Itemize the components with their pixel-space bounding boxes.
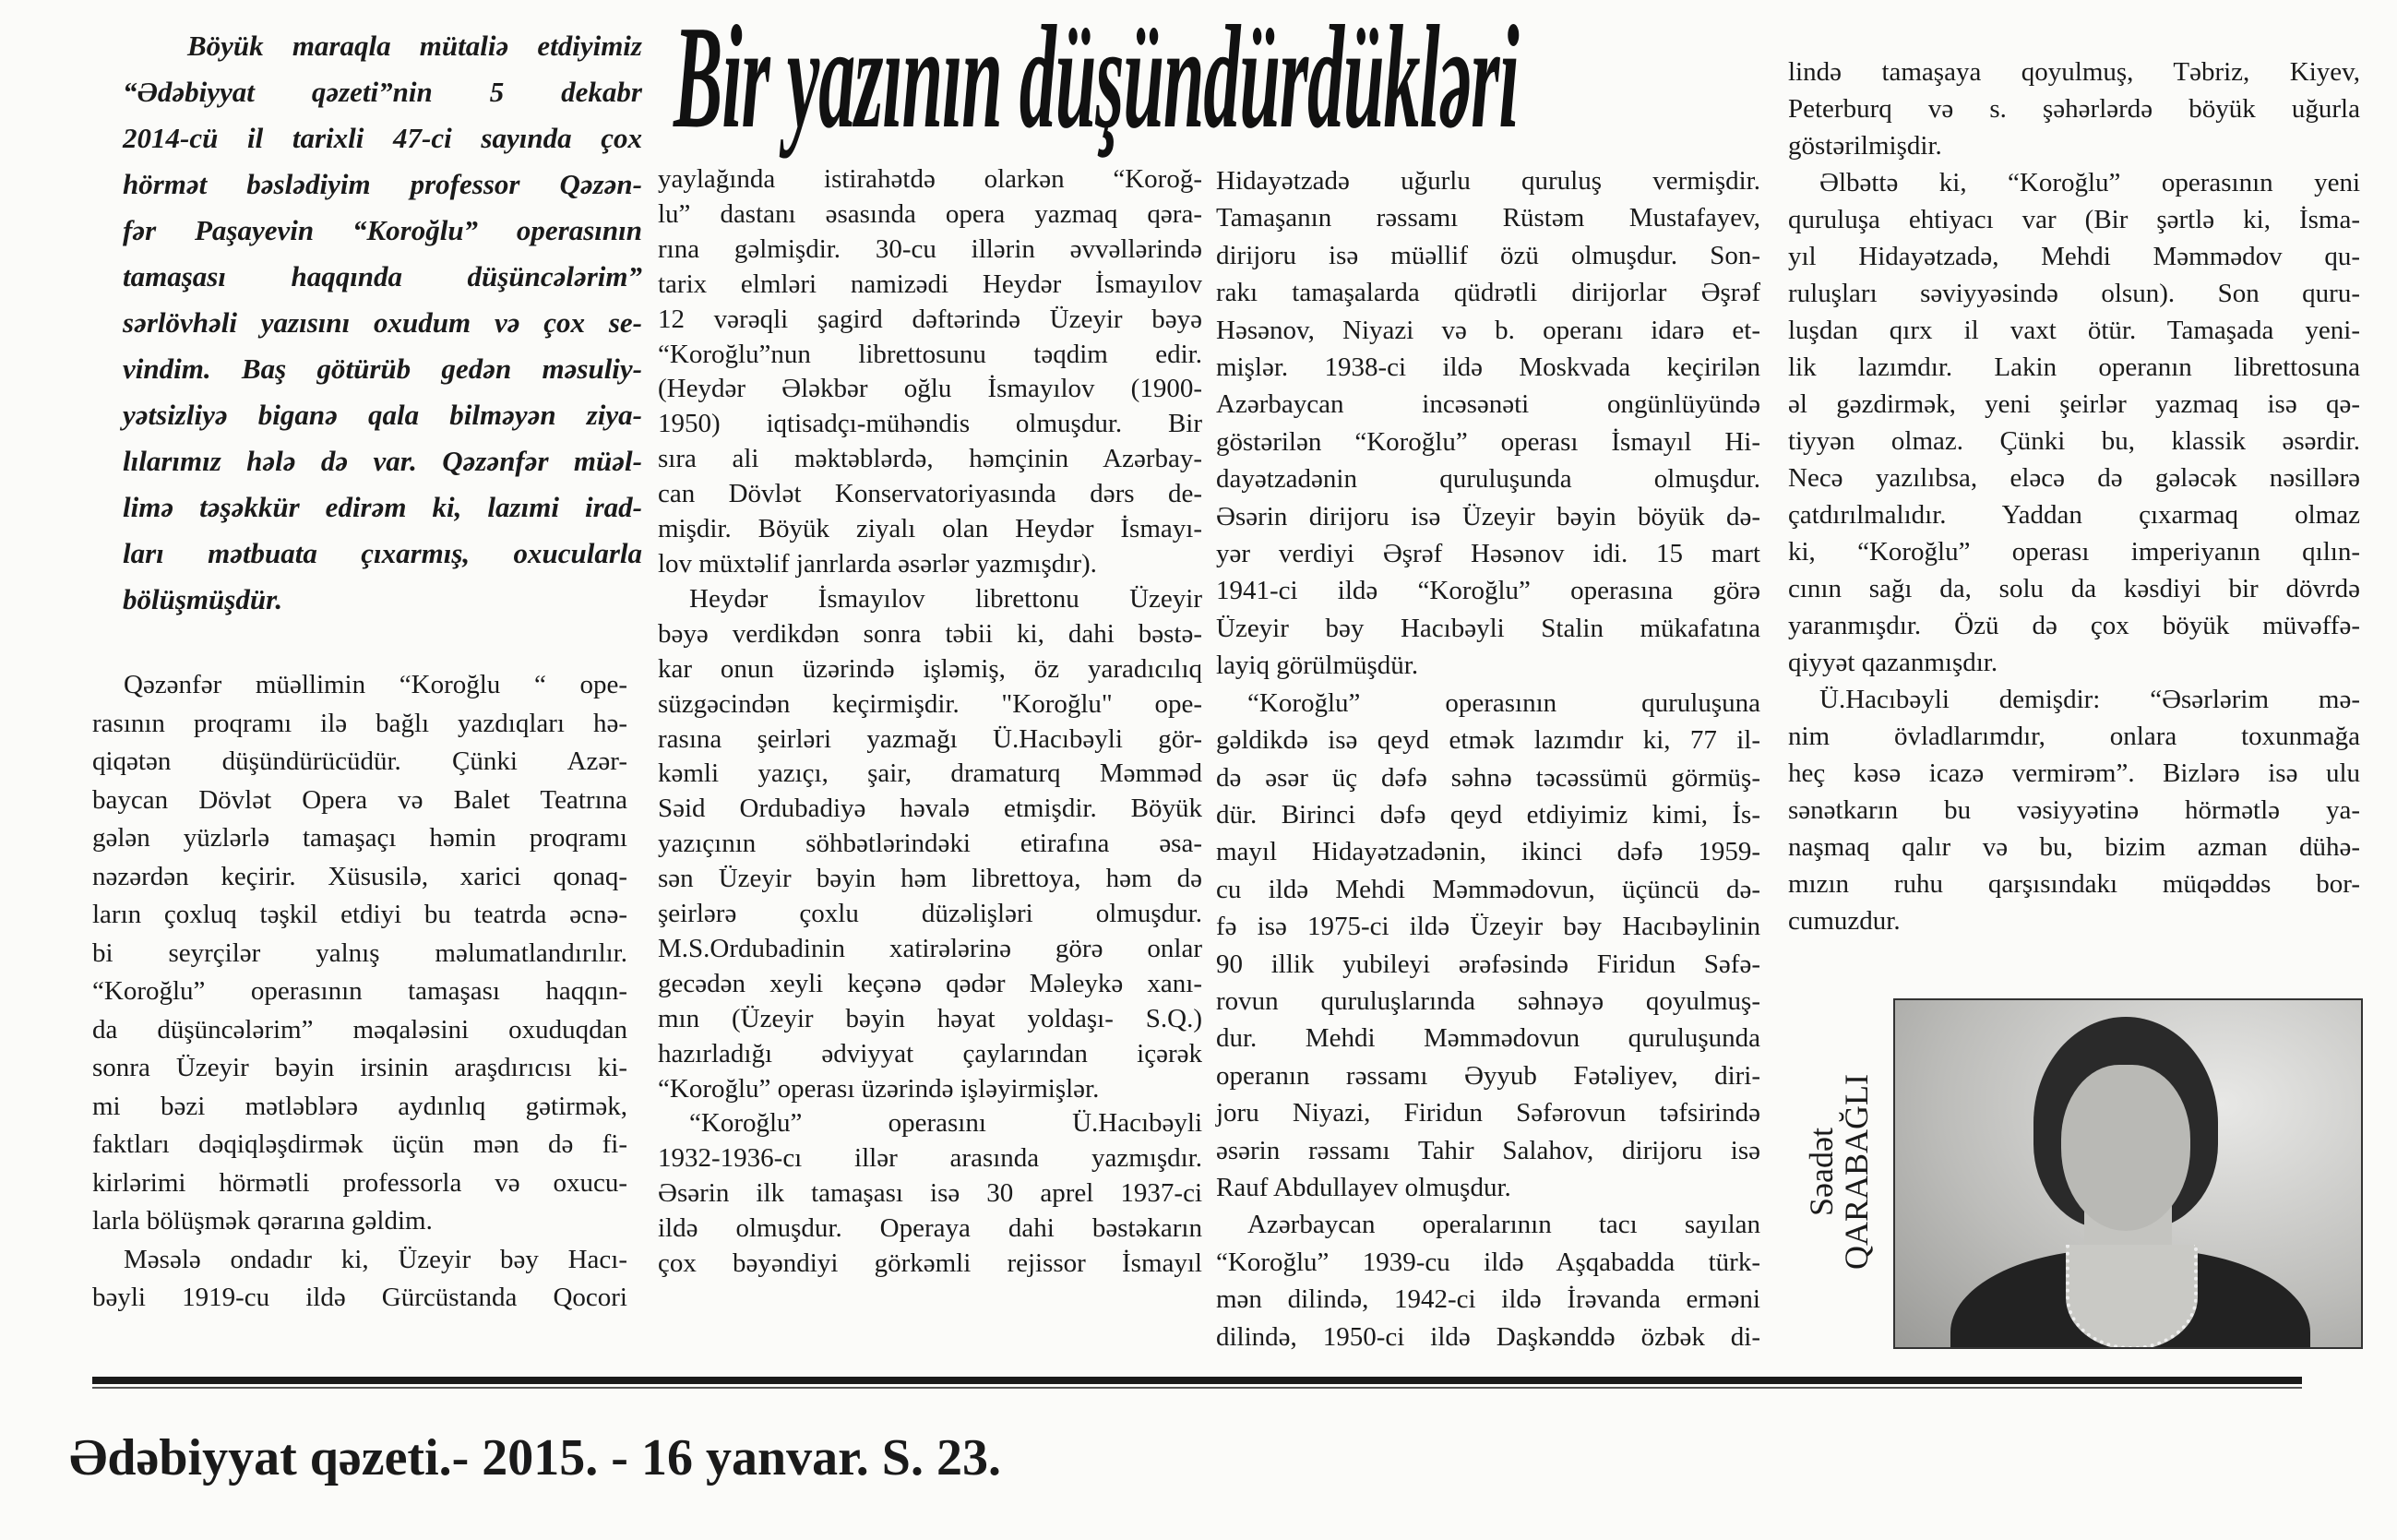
- text-line: “Koroğlu” operası üzərində işləyirmişlər.: [658, 1073, 1100, 1104]
- text-line: (Heydər Ələkbər oğlu İsmayılov (1900-: [658, 374, 1202, 404]
- text-line: lov müxtəlif janrlarda əsərlər yazmışdır).: [658, 548, 1097, 579]
- text-line: də əsər üç dəfə səhnə təcəssümü görmüş-: [1216, 762, 1760, 793]
- text-line: ki, “Koroğlu” operası imperiyanın qılın-: [1788, 537, 2360, 567]
- text-line: dirijoru isə müəllif özü olmuşdur. Son-: [1216, 240, 1760, 270]
- paragraph: [1216, 1206, 1760, 1355]
- text-line: faktları dəqiqləşdirmək üçün mən də fi-: [92, 1129, 627, 1159]
- text-line: yər verdiyi Əşrəf Həsənov idi. 15 mart: [1216, 539, 1760, 569]
- text-line: kəmli yazıçı, şair, dramaturq Məmməd: [658, 758, 1202, 789]
- text-line: çatdırılmalıdır. Yaddan çıxarmaq olmaz: [1788, 500, 2360, 530]
- paragraph: [658, 162, 1202, 582]
- text-line: göstərilən “Koroğlu” operası İsmayıl Hi-: [1216, 426, 1760, 457]
- text-line: Həsənov, Niyazi və b. operanı idarə et-: [1216, 315, 1760, 345]
- text-line: rına gəlmişdir. 30-cu illərin əvvəllərində: [658, 233, 1202, 264]
- text-line: ruluşları səviyyəsində olsun). Son quru-: [1788, 279, 2360, 308]
- text-line: kar onun üzərində işləmiş, öz yaradıcılıq: [658, 653, 1202, 684]
- text-line: ları mətbuata çıxarmış, oxucularla: [123, 537, 642, 569]
- text-line: gecədən xeyli keçənə qədər Məleykə xanı-: [658, 968, 1202, 998]
- text-line: dayətzadənin quruluşunda olmuşdur.: [1216, 464, 1760, 495]
- text-line: Hidayətzadə uğurlu quruluş vermişdir.: [1216, 166, 1760, 196]
- text-line: əsərin rəssamı Tahir Salahov, dirijoru isə: [1216, 1135, 1760, 1165]
- author-byline: [1804, 1033, 1878, 1310]
- paragraph: [92, 666, 627, 1241]
- text-line: M.S.Ordubadinin xatirələrinə görə onlar: [658, 933, 1202, 963]
- text-line: rakı tamaşalarda qüdrətli dirijorlar Əşrəf: [1216, 278, 1760, 308]
- text-line: Böyük maraqla mütaliə etdiyimiz: [187, 30, 642, 62]
- paragraph: [658, 582, 1202, 1107]
- text-line: dur. Mehdi Məmmədovun quruluşunda: [1216, 1023, 1760, 1054]
- article-column-4: [1788, 54, 2360, 939]
- text-line: da düşüncələrim” məqaləsini oxuduqdan: [92, 1014, 627, 1045]
- text-line: gəldikdə isə qeyd etmək lazımdır ki, 77 il-: [1216, 725, 1760, 756]
- text-line: mən dilində, 1942-ci ildə İrəvanda erməni: [1216, 1284, 1760, 1315]
- text-line: Qəzənfər müəllimin “Koroğlu “ ope-: [124, 670, 627, 699]
- text-line: yazıçının söhbətlərindəki etirafına əsa-: [658, 829, 1202, 859]
- text-line: qiyyət qazanmışdır.: [1788, 648, 1998, 677]
- text-line: Rauf Abdullayev olmuşdur.: [1216, 1172, 1511, 1202]
- text-line: yıl Hidayətzadə, Mehdi Məmmədov qu-: [1788, 242, 2360, 271]
- photo-face: [2061, 1065, 2190, 1231]
- article-title: Bir yazının düşündürdükləri: [674, 0, 1519, 159]
- text-line: bəyli 1919-cu ildə Gürcüstanda Qocori: [92, 1283, 627, 1312]
- article-lead: [123, 23, 642, 623]
- paragraph: [1216, 685, 1760, 1207]
- text-line: rasının proqramı ilə bağlı yazdıqları hə-: [92, 708, 627, 738]
- text-line: fə isə 1975-ci ildə Üzeyir bəy Hacıbəylinin: [1216, 912, 1760, 942]
- text-line: joru Niyazi, Firidun Səfərovun təfsirində: [1216, 1098, 1760, 1128]
- text-line: Əsərin dirijoru isə Üzeyir bəyin böyük də-: [1216, 501, 1760, 531]
- text-line: ildə olmuşdur. Operaya dahi bəstəkarın: [658, 1213, 1202, 1244]
- article-column-3: [1216, 162, 1760, 1355]
- text-line: hörmət bəslədiyim professor Qəzən-: [123, 168, 642, 200]
- bottom-divider-thin: [92, 1387, 2302, 1389]
- text-line: bi seyrçilər yalnış məlumatlandırılır.: [92, 937, 627, 968]
- text-line: tiyyən olmaz. Çünki bu, klassik əsərdir.: [1788, 426, 2360, 456]
- text-line: nəzərdən keçirir. Xüsusilə, xarici qonaq-: [92, 861, 627, 891]
- paragraph: [1788, 54, 2360, 164]
- text-line: kirlərimi hörmətli professorla və oxucu-: [92, 1167, 627, 1198]
- text-line: sonra Üzeyir bəyin irsinin araşdırıcısı ki-: [92, 1053, 627, 1082]
- text-line: mi bəzi mətləblərə aydınlıq gətirmək,: [92, 1091, 627, 1121]
- text-line: gələn yüzlərlə tamaşaçı həmin proqramı: [92, 823, 627, 853]
- text-line: quruluşa ehtiyacı var (Bir şərtlə ki, İsma-: [1788, 205, 2360, 234]
- text-line: Səid Ordubadiyə həvalə etmişdir. Böyük: [658, 794, 1202, 824]
- text-line: süzgəcindən keçirmişdir. "Koroğlu" ope-: [658, 688, 1202, 719]
- text-line: Üzeyir bəy Hacıbəyli Stalin mükafatına: [1216, 613, 1760, 643]
- text-line: cumuzdur.: [1788, 906, 1901, 936]
- text-line: heç kəsə icazə vermirəm”. Bizlərə isə ulu: [1788, 758, 2360, 788]
- text-line: larla bölüşmək qərarına gəldim.: [92, 1206, 433, 1236]
- text-line: 12 vərəqli şagird dəftərində Üzeyir bəyə: [658, 304, 1202, 334]
- text-line: 1932-1936-cı illər arasında yazmışdır.: [658, 1143, 1202, 1174]
- text-line: mişlər. 1938-ci ildə Moskvada keçirilən: [1216, 352, 1760, 383]
- text-line: sənətkarın bu vəsiyyətinə hörmətlə ya-: [1788, 795, 2360, 825]
- author-first-name: Səadət: [1803, 1128, 1840, 1216]
- source-citation: Ədəbiyyat qəzeti.- 2015. - 16 yanvar. S. 23.: [69, 1429, 1001, 1486]
- text-line: sıra ali məktəblərdə, həmçinin Azərbay-: [658, 444, 1202, 474]
- text-line: Azərbaycan incəsənəti ongünlüyündə: [1216, 389, 1760, 420]
- text-line: naşmaq qalır və bu, bizim azman dühə-: [1788, 832, 2360, 862]
- text-line: nim övladlarımdır, onlara toxunmağa: [1788, 722, 2360, 751]
- text-line: Məsələ ondadır ki, Üzeyir bəy Hacı-: [124, 1244, 627, 1274]
- text-line: hazırladığı ədviyyat çaylarından içərək: [658, 1038, 1202, 1068]
- author-photo: [1893, 998, 2363, 1349]
- text-line: ların çoxluq təşkil etdiyi bu teatrda əcnə-: [92, 900, 627, 929]
- text-line: mın (Üzeyir bəyin həyat yoldaşı- S.Q.): [658, 1003, 1202, 1033]
- text-line: tamaşası haqqında düşüncələrim”: [123, 260, 642, 292]
- text-line: rasına şeirləri yazmağı Ü.Hacıbəyli gör-: [658, 723, 1202, 754]
- text-line: sərlövhəli yazısını oxudum və çox se-: [123, 306, 642, 339]
- text-line: vindim. Baş götürüb gedən məsuliy-: [123, 352, 642, 385]
- bottom-divider: [92, 1377, 2302, 1384]
- text-line: cının sağı da, solu da kəsdiyi bir dövrdə: [1788, 574, 2360, 603]
- text-line: lu” dastanı əsasında opera yazmaq qəra-: [658, 198, 1202, 229]
- text-line: göstərilmişdir.: [1788, 131, 1942, 161]
- text-line: çox bəyəndiyi görkəmli rejissor İsmayıl: [658, 1248, 1202, 1279]
- photo-necklace: [2066, 1245, 2198, 1349]
- text-line: 90 illik yubileyi ərəfəsində Firidun Səfə-: [1216, 949, 1760, 979]
- author-last-name: QARABAĞLI: [1838, 1074, 1875, 1270]
- text-line: lində tamaşaya qoyulmuş, Təbriz, Kiyev,: [1788, 57, 2360, 87]
- text-line: sən Üzeyir bəyin həm librettoya, həm də: [658, 864, 1202, 894]
- text-line: “Koroğlu” operasını Ü.Hacıbəyli: [689, 1108, 1202, 1139]
- text-line: mayıl Hidayətzadənin, ikinci dəfə 1959-: [1216, 837, 1760, 867]
- text-line: qiqətən düşündürücüdür. Çünki Azər-: [92, 746, 627, 776]
- text-line: can Dövlət Konservatoriyasında dərs de-: [658, 479, 1202, 509]
- text-line: dür. Birinci dəfə qeyd etdiyimiz kimi, İs-: [1216, 799, 1760, 830]
- text-line: fər Paşayevin “Koroğlu” operasının: [123, 214, 642, 246]
- text-line: layiq görülmüşdür.: [1216, 651, 1419, 681]
- text-line: cu ildə Mehdi Məmmədovun, üçüncü də-: [1216, 874, 1760, 904]
- text-line: “Koroğlu” 1939-cu ildə Aşqabadda türk-: [1216, 1247, 1760, 1277]
- text-line: “Koroğlu”nun librettosunu təqdim edir.: [658, 339, 1202, 369]
- text-line: yaranmışdır. Özü də çox böyük müvəffə-: [1788, 611, 2360, 640]
- text-line: Peterburq və s. şəhərlərdə böyük uğurla: [1788, 94, 2360, 124]
- text-line: yətsizliyə biganə qala bilməyən ziya-: [123, 399, 642, 431]
- text-line: bölüşmüşdür.: [123, 583, 283, 615]
- text-line: əl gəzdirmək, yeni şeirlər yazmaq isə qə-: [1788, 389, 2360, 419]
- text-line: Heydər İsmayılov librettonu Üzeyir: [689, 583, 1202, 614]
- text-line: “Koroğlu” operasının quruluşuna: [1247, 687, 1760, 718]
- text-line: mızın ruhu qarşısındakı müqəddəs bor-: [1788, 869, 2360, 899]
- paragraph: [1216, 162, 1760, 685]
- text-line: Tamaşanın rəssamı Rüstəm Mustafayev,: [1216, 203, 1760, 233]
- text-line: Necə yazılıbsa, eləcə də gələcək nəsillərə: [1788, 463, 2360, 493]
- text-line: 1950) iqtisadçı-mühəndis olmuşdur. Bir: [658, 409, 1202, 439]
- text-line: Əsərin ilk tamaşası isə 30 aprel 1937-ci: [658, 1178, 1202, 1209]
- text-line: yaylağında istirahətdə olarkən “Koroğ-: [658, 164, 1202, 194]
- text-line: “Ədəbiyyat qəzeti”nin 5 dekabr: [123, 76, 642, 108]
- paragraph: [123, 23, 642, 623]
- article-column-2: [658, 162, 1202, 1282]
- text-line: dilində, 1950-ci ildə Daşkənddə özbək di-: [1216, 1321, 1760, 1352]
- text-line: bəyə verdikdən sonra təbii ki, dahi bəstə-: [658, 618, 1202, 649]
- text-line: “Koroğlu” operasının tamaşası haqqın-: [92, 976, 627, 1006]
- paragraph: [92, 1241, 627, 1318]
- text-line: Azərbaycan operalarının tacı sayılan: [1247, 1210, 1760, 1240]
- text-line: luşdan qırx il vaxt ötür. Tamaşada yeni-: [1788, 316, 2360, 345]
- paragraph: [1788, 164, 2360, 681]
- text-line: tarix elmləri namizədi Heydər İsmayılov: [658, 269, 1202, 299]
- text-line: operanın rəssamı Əyyub Fətəliyev, diri-: [1216, 1060, 1760, 1091]
- paragraph: [658, 1106, 1202, 1282]
- text-line: baycan Dövlət Opera və Balet Teatrına: [92, 784, 627, 815]
- text-line: mişdir. Böyük ziyalı olan Heydər İsmayı-: [658, 514, 1202, 544]
- text-line: şeirlərə çoxlu düzəlişləri olmuşdur.: [658, 899, 1202, 929]
- article-column-1: [92, 666, 627, 1318]
- text-line: 2014-cü il tarixli 47-ci sayında çox: [123, 122, 642, 154]
- text-line: lik lazımdır. Lakin operanın librettosuna: [1788, 352, 2360, 382]
- text-line: limə təşəkkür edirəm ki, lazımi irad-: [123, 491, 642, 523]
- text-line: rovun quruluşlarında səhnəyə qoyulmuş-: [1216, 985, 1760, 1016]
- text-line: lılarımız hələ də var. Qəzənfər müəl-: [123, 445, 642, 477]
- text-line: 1941-ci ildə “Koroğlu” operasına görə: [1216, 576, 1760, 606]
- paragraph: [1788, 681, 2360, 939]
- text-line: Əlbəttə ki, “Koroğlu” operasının yeni: [1819, 168, 2360, 197]
- text-line: Ü.Hacıbəyli demişdir: “Əsərlərim mə-: [1819, 685, 2360, 714]
